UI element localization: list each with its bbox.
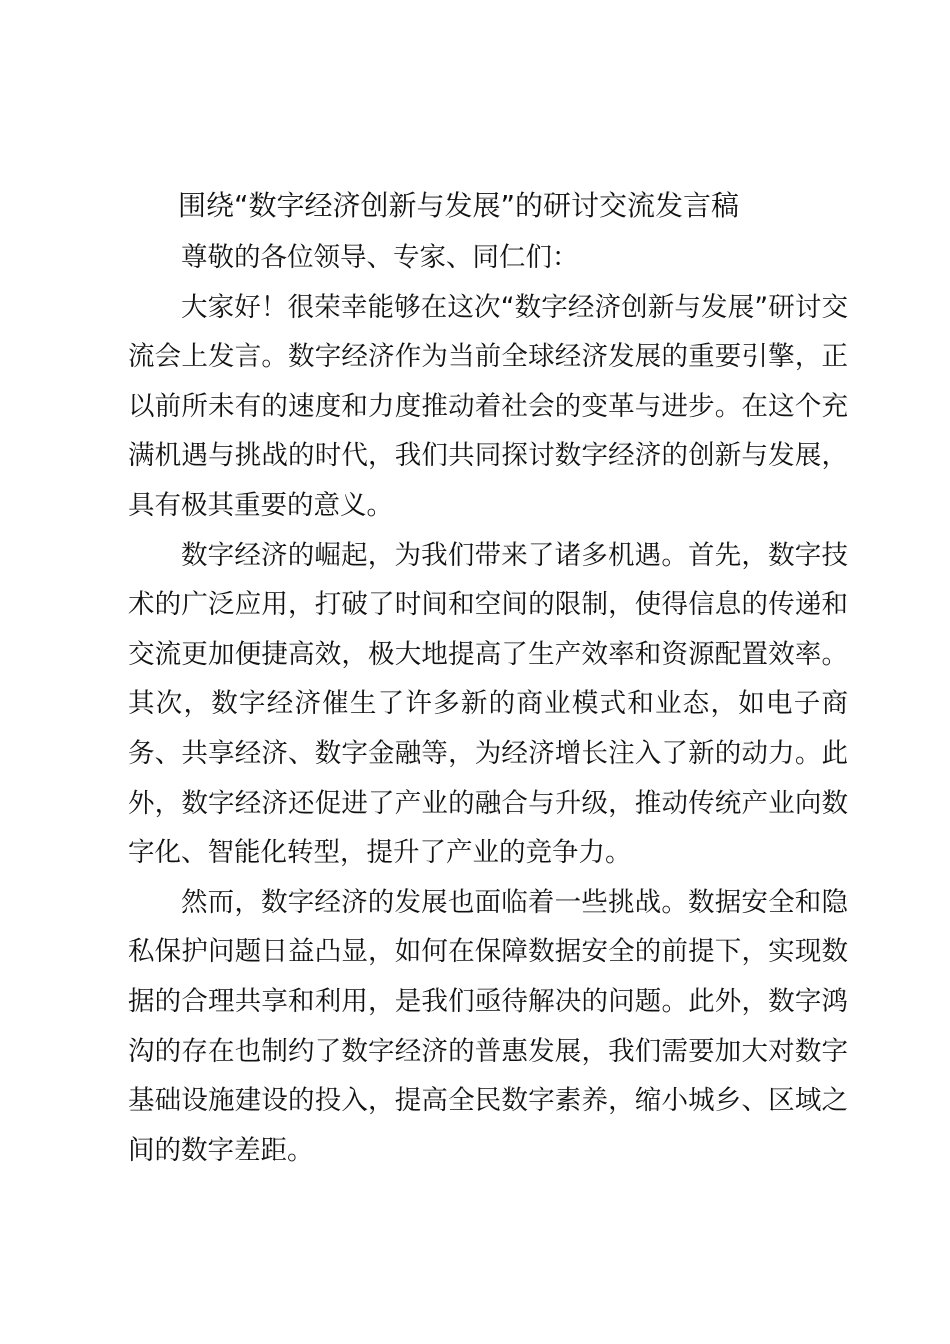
paragraph-intro: 大家好！很荣幸能够在这次“数字经济创新与发展”研讨交流会上发言。数字经济作为当前全球经济发展的重要引擎，正以前所未有的速度和力度推动着社会的变革与进步。在这个充满机遇与挑战的时代，我们共同探讨数字经济的创新与发展，具有极其重要的意义。 <box>128 291 848 521</box>
paragraph-opportunities: 数字经济的崛起，为我们带来了诸多机遇。首先，数字技术的广泛应用，打破了时间和空间的限制，使得信息的传递和交流更加便捷高效，极大地提高了生产效率和资源配置效率。其次，数字经济催生了许多新的商业模式和业态，如电子商务、共享经济、数字金融等，为经济增长注入了新的动力。此外，数字经济还促进了产业的融合与升级，推动传统产业向数字化、智能化转型，提升了产业的竞争力。 <box>128 539 848 869</box>
document-title: 围绕“数字经济创新与发展”的研讨交流发言稿 <box>178 189 740 222</box>
salutation: 尊敬的各位领导、专家、同仁们： <box>181 242 579 273</box>
paragraph-challenges: 然而，数字经济的发展也面临着一些挑战。数据安全和隐私保护问题日益凸显，如何在保障数据安全的前提下，实现数据的合理共享和利用，是我们亟待解决的问题。此外，数字鸿沟的存在也制约了数字经济的普惠发展，我们需要加大对数字基础设施建设的投入，提高全民数字素养，缩小城乡、区域之间的数字差距。 <box>128 886 848 1166</box>
document-body <box>128 233 848 1175</box>
